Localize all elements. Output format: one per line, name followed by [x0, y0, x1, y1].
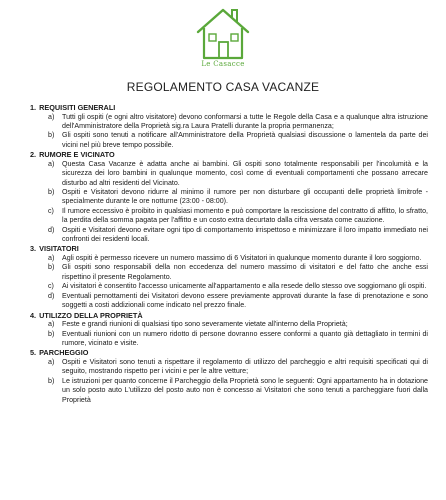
rules-section — [30, 103, 428, 150]
rule-item — [48, 188, 428, 207]
rule-item — [48, 292, 428, 311]
rule-text: Questa Casa Vacanze è adatta anche ai bambini. Gli ospiti sono totalmente responsabili per l'incolumità e la sicurezza dei loro bambini in qualunque momento, così come di eventuali comportamenti che possano arrecare disturbo ad altri residenti del Vicinato. — [62, 159, 428, 187]
section-number: 2. — [30, 150, 37, 160]
rule-item — [48, 131, 428, 150]
rule-item — [48, 207, 428, 226]
section-heading — [30, 103, 428, 113]
section-number: 4. — [30, 310, 37, 320]
section-title: RUMORE E VICINATO — [39, 150, 115, 160]
rule-text: Eventuali riunioni con un numero ridotto di persone dovranno essere conformi a quanto già dettagliato in termini di rumore, vicinato e visite. — [62, 329, 428, 347]
rule-letter: a) — [48, 159, 55, 168]
section-heading — [30, 348, 428, 358]
rule-text: Ospiti e Visitatori devono evitare ogni tipo di comportamento irrispettoso e minimizzare il loro impatto immediato nei confronti dei residenti locali. — [62, 225, 428, 244]
rule-letter: d) — [48, 225, 55, 234]
section-title: UTILIZZO DELLA PROPRIETÀ — [39, 310, 143, 320]
rule-letter: a) — [48, 320, 55, 329]
rule-letter: a) — [48, 254, 55, 263]
rule-text: Gli ospiti sono responsabili della non eccedenza del numero massimo di visitatori e del fatto che anche essi rispettino il presente Regolamento. — [62, 263, 428, 281]
section-number: 3. — [30, 244, 37, 254]
rule-text: Ai visitatori è consentito l'accesso unicamente all'appartamento e alla resede dello stesso ove soggiornano gli ospiti. — [62, 282, 427, 291]
rule-text: Ospiti e Visitatori devono ridurre al minimo il rumore per non disturbare gli occupanti delle proprietà limitrofe - specialmente durante le ore notturne (23:00 - 08:00). — [62, 188, 428, 206]
logo-text: Le Casacce — [201, 60, 245, 68]
rule-letter: b) — [48, 131, 55, 140]
rule-item — [48, 226, 428, 245]
rule-item — [48, 330, 428, 349]
rule-text: Eventuali pernottamenti dei Visitatori devono essere previamente approvati durante la fase di prenotazione e sono soggetti a costi addizionali come indicato nel prezzo finale. — [62, 291, 428, 310]
rule-text: Agli ospiti è permesso ricevere un numero massimo di 6 Visitatori in qualunque momento durante il loro soggiorno. — [62, 254, 422, 263]
rule-text: Le istruzioni per quanto concerne il Parcheggio della Proprietà sono le seguenti: Ogni appartamento ha in dotazione un solo posto auto L'utilizzo del posto auto non è concesso ai Visitatori che sono tenuti a parcheggiare fuori dalla Proprietà — [62, 376, 428, 404]
rule-letter: b) — [48, 263, 55, 272]
rule-text: Ospiti e Visitatori sono tenuti a rispettare il regolamento di utilizzo del parcheggio e altri requisiti specificati qui di seguito, mostrando rispetto per i vicini e per le altre vetture; — [62, 357, 428, 376]
section-heading — [30, 150, 428, 160]
rules-section — [30, 244, 428, 310]
rule-text: Feste e grandi riunioni di qualsiasi tipo sono severamente vietate all'interno della Proprietà; — [62, 320, 348, 329]
rule-text: Gli ospiti sono tenuti a notificare all'Amministratore della Proprietà qualsiasi discussione o lamentela da parte dei vicini nel più breve tempo possibile. — [62, 131, 428, 149]
rules-section — [30, 311, 428, 349]
rule-item — [48, 282, 428, 291]
rule-text: Il rumore eccessivo è proibito in qualsiasi momento e può comportare la rescissione del contratto di affitto, lo sfratto, la perdita della somma pagata per l'affitto e un costo extra decurtato dalla cifra versata come cauzione. — [62, 206, 428, 225]
rule-item — [48, 263, 428, 282]
section-title: PARCHEGGIO — [39, 348, 89, 358]
rule-item — [48, 320, 428, 329]
rule-letter: d) — [48, 291, 55, 300]
rules-section — [30, 150, 428, 244]
document-title: REGOLAMENTO CASA VACANZE — [126, 80, 320, 94]
rule-letter: c) — [48, 206, 54, 215]
section-heading — [30, 244, 428, 254]
rule-letter: b) — [48, 376, 55, 385]
rules-content — [30, 103, 428, 405]
rules-section — [30, 348, 428, 405]
section-number: 1. — [30, 103, 37, 112]
rule-item — [48, 358, 428, 377]
rule-letter: a) — [48, 357, 55, 366]
rule-item — [48, 254, 428, 263]
rule-letter: b) — [48, 329, 55, 338]
rule-letter: a) — [48, 112, 55, 121]
section-heading — [30, 311, 428, 321]
section-title: REQUISITI GENERALI — [39, 103, 116, 112]
section-title: VISITATORI — [39, 244, 79, 254]
rule-letter: c) — [48, 282, 54, 291]
rule-letter: b) — [48, 188, 55, 197]
rule-item — [48, 160, 428, 188]
rule-item — [48, 377, 428, 405]
house-logo-icon — [192, 2, 254, 64]
rule-item — [48, 113, 428, 132]
section-number: 5. — [30, 348, 37, 358]
rule-text: Tutti gli ospiti (e ogni altro visitatore) devono conformarsi a tutte le Regole della Casa e a qualunque altra istruzione dell'Amministratore della Proprietà sig.ra Laura Pratelli durante la propria permanenza; — [62, 112, 428, 130]
